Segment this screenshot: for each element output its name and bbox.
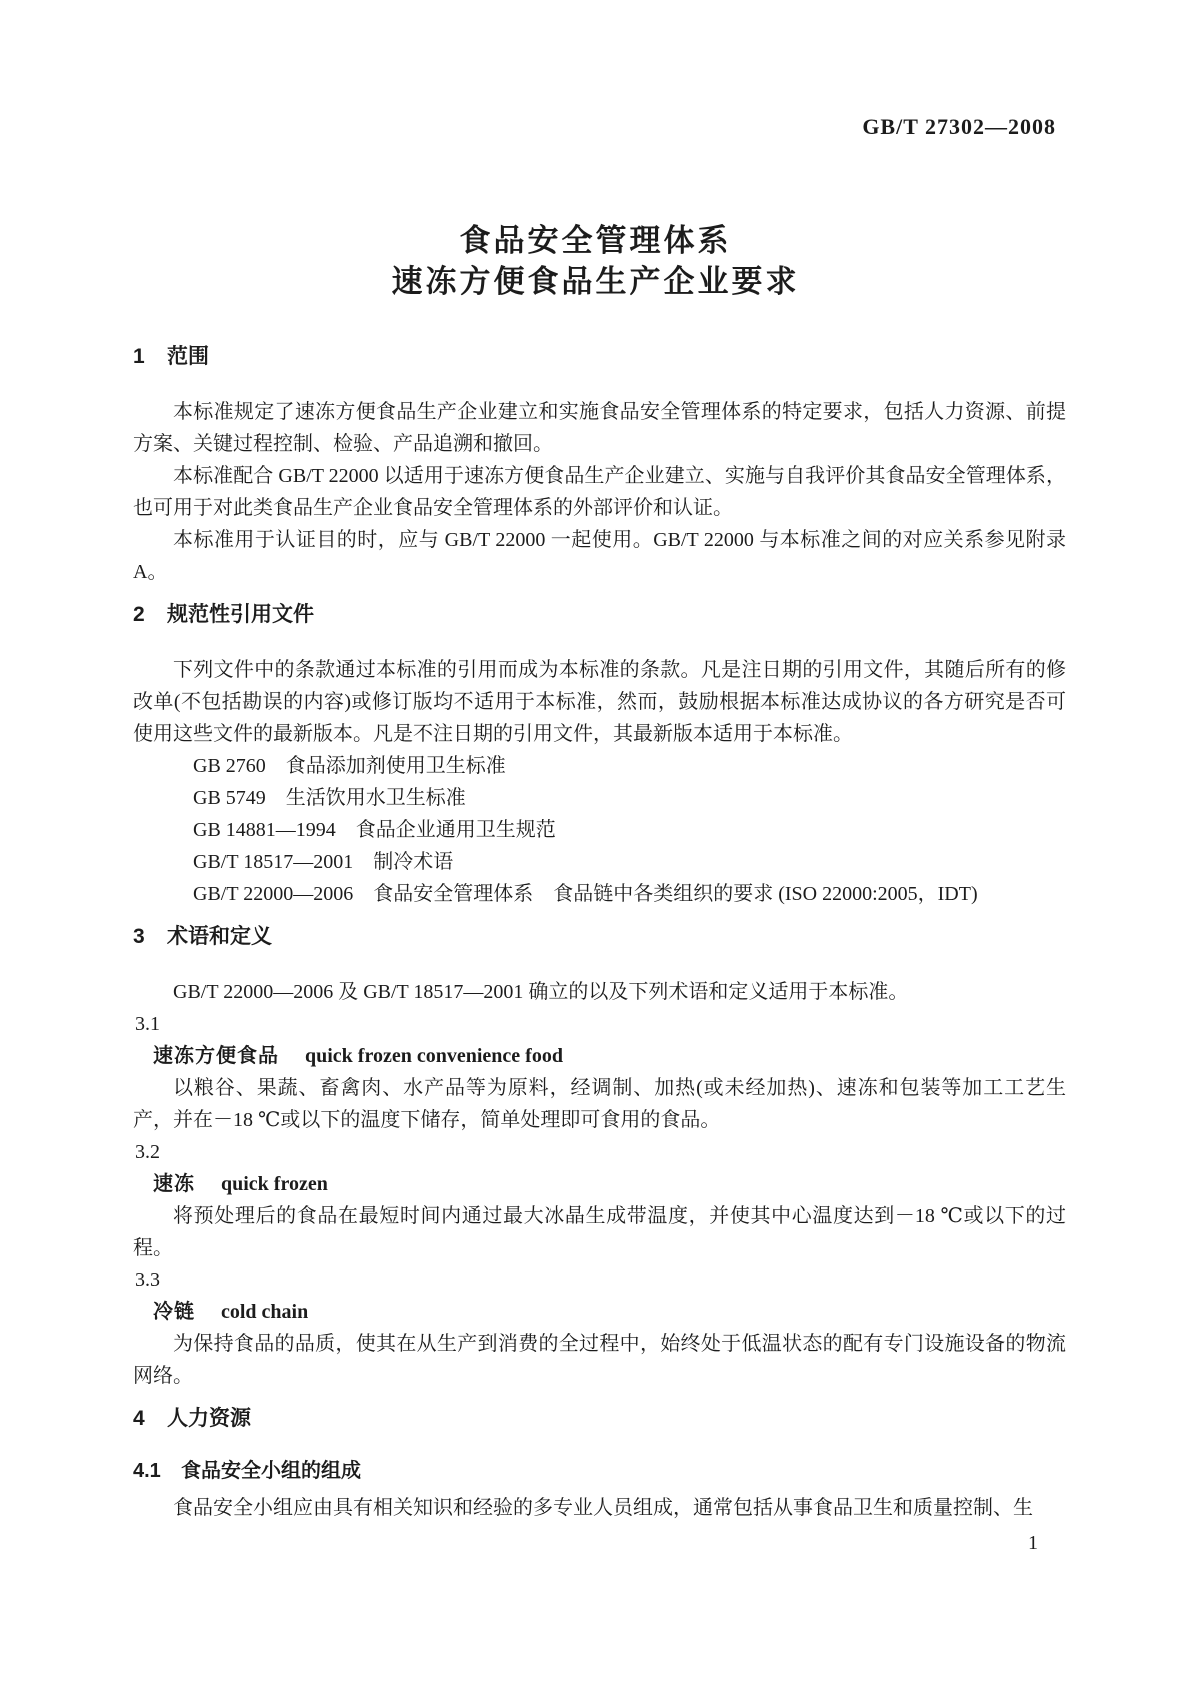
section-3-number: 3 (133, 925, 145, 948)
page-number: 1 (1028, 1532, 1038, 1554)
section-4-1-paragraph: 食品安全小组应由具有相关知识和经验的多专业人员组成，通常包括从事食品卫生和质量控制、生 (173, 1497, 1033, 1519)
title-line-2: 速冻方便食品生产企业要求 (391, 264, 800, 299)
title-line-1: 食品安全管理体系 (459, 223, 732, 258)
section-4-1-number: 4.1 (133, 1460, 161, 1482)
document-title (0, 220, 1191, 302)
section-2-title: 规范性引用文件 (167, 603, 314, 626)
section-1-paragraph-1: 本标准规定了速冻方便食品生产企业建立和实施食品安全管理体系的特定要求，包括人力资源、前提方案、关键过程控制、检验、产品追溯和撤回。 (133, 401, 1066, 455)
term-3-2-definition: 将预处理后的食品在最短时间内通过最大冰晶生成带温度，并使其中心温度达到－18 ℃或以下的过程。 (133, 1205, 1066, 1259)
section-2-heading (133, 602, 1066, 628)
section-2-paragraph-1: 下列文件中的条款通过本标准的引用而成为本标准的条款。凡是注日期的引用文件，其随后所有的修改单(不包括勘误的内容)或修订版均不适用于本标准，然而，鼓励根据本标准达成协议的各方研究是否可使用这些文件的最新版本。凡是不注日期的引用文件，其最新版本适用于本标准。 (133, 659, 1066, 745)
term-3-3-definition: 为保持食品的品质，使其在从生产到消费的全过程中，始终处于低温状态的配有专门设施设备的物流网络。 (133, 1333, 1066, 1387)
section-4-heading (133, 1406, 1066, 1432)
section-1-paragraph-2: 本标准配合 GB/T 22000 以适用于速冻方便食品生产企业建立、实施与自我评价其食品安全管理体系，也可用于对此类食品生产企业食品安全管理体系的外部评价和认证。 (133, 465, 1066, 519)
term-3-2-en: quick frozen (221, 1173, 328, 1195)
term-3-2-number: 3.2 (135, 1141, 160, 1163)
section-3-heading (133, 924, 1066, 950)
section-1-title: 范围 (167, 345, 209, 368)
normative-reference: GB 2760 食品添加剂使用卫生标准 (193, 755, 506, 777)
section-4-number: 4 (133, 1407, 145, 1430)
section-2-number: 2 (133, 603, 145, 626)
term-3-2-zh: 速冻 (153, 1173, 195, 1195)
section-4-1-heading (133, 1458, 1066, 1484)
term-3-1-en: quick frozen convenience food (305, 1045, 563, 1067)
term-3-3-title (133, 1296, 1066, 1328)
normative-reference: GB 14881—1994 食品企业通用卫生规范 (193, 819, 556, 841)
standard-code: GB/T 27302—2008 (862, 114, 1056, 139)
section-4-1-title: 食品安全小组的组成 (181, 1460, 361, 1482)
term-3-1-title (133, 1040, 1066, 1072)
section-1-heading (133, 344, 1066, 370)
section-1-paragraph-3: 本标准用于认证目的时，应与 GB/T 22000 一起使用。GB/T 22000 与本标准之间的对应关系参见附录 A。 (133, 529, 1066, 583)
normative-reference: GB 5749 生活饮用水卫生标准 (193, 787, 466, 809)
term-3-2-title (133, 1168, 1066, 1200)
term-3-1-definition: 以粮谷、果蔬、畜禽肉、水产品等为原料，经调制、加热(或未经加热)、速冻和包装等加工工艺生产，并在－18 ℃或以下的温度下储存，简单处理即可食用的食品。 (133, 1077, 1066, 1131)
section-1-number: 1 (133, 345, 145, 368)
term-3-1-zh: 速冻方便食品 (153, 1045, 279, 1067)
section-4-title: 人力资源 (167, 1407, 251, 1430)
term-3-3-en: cold chain (221, 1301, 309, 1323)
term-3-3-zh: 冷链 (153, 1301, 195, 1323)
term-3-1-number: 3.1 (135, 1013, 160, 1035)
normative-reference: GB/T 18517—2001 制冷术语 (193, 851, 454, 873)
section-3-intro: GB/T 22000—2006 及 GB/T 18517—2001 确立的以及下列术语和定义适用于本标准。 (173, 981, 909, 1003)
term-3-3-number: 3.3 (135, 1269, 160, 1291)
normative-reference: GB/T 22000—2006 食品安全管理体系 食品链中各类组织的要求 (ISO 22000:2005，IDT) (193, 883, 978, 905)
document-body (133, 344, 1066, 1524)
section-3-title: 术语和定义 (167, 925, 272, 948)
